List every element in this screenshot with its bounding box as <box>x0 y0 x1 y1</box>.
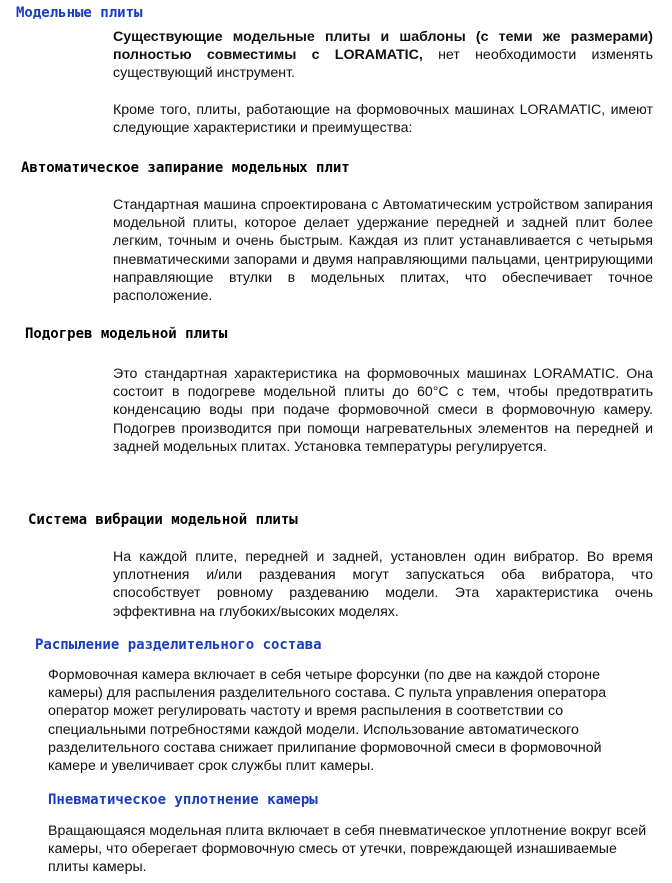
paragraph-compatibility-bold: Существующие модельные плиты и шаблоны (с теми же размерами) полностью совместимы с LORAMATIC, <box>113 29 653 64</box>
paragraph-vibration: На каждой плите, передней и задней, установлен один вибратор. Во время уплотнения и/или раздевания могут запускаться оба вибратора, что способствует ровному раздеванию модели. Эта характеристика очень эффективна на глубоких/высоких моделях. <box>113 549 653 620</box>
section-heading-release-spray: Распыление разделительного состава <box>35 637 322 653</box>
paragraph-advantages-intro: Кроме того, плиты, работающие на формовочных машинах LORAMATIC, имеют следующие характеристики и преимущества: <box>113 102 653 137</box>
section-heading-pneumatic-seal: Пневматическое уплотнение камеры <box>48 792 318 808</box>
paragraph-release-spray: Формовочная камера включает в себя четыре форсунки (по две на каждой стороне камеры) для распыления разделительного состава. С пульта управления оператора оператор может регулировать частоту и время распыления в соответствии со специальными потребностями каждой модели. Использование автоматического разделительного состава снижает прилипание формовочной смеси в формовочной камере и увеличивает срок службы плит камеры. <box>48 667 607 775</box>
paragraph-compatibility <box>113 28 653 83</box>
section-heading-plate-heating: Подогрев модельной плиты <box>25 326 228 342</box>
paragraph-pneumatic-seal: Вращающаяся модельная плита включает в себя пневматическое уплотнение вокруг всей камеры, что оберегает формовочную смесь от утечки, повреждающей изнашиваемые плиты камеры. <box>48 823 647 876</box>
section-heading-auto-locking: Автоматическое запирание модельных плит <box>21 160 350 176</box>
section-heading-vibration: Система вибрации модельной плиты <box>28 512 298 528</box>
paragraph-compatibility-rest: нет необходимости изменять существующий инструмент. <box>113 47 653 82</box>
paragraph-auto-locking: Стандартная машина спроектирована с Автоматическим устройством запирания модельной плиты, которое делает удержание передней и задней плит более легким, точным и очень быстрым. Каждая из плит устанавливается с четырьмя пневматическими запорами и двумя направляющими пальцами, центрирующими направляющие втулки в модельных плитах, что обеспечивает точное расположение. <box>113 197 653 305</box>
section-heading-model-plates: Модельные плиты <box>16 5 143 21</box>
paragraph-plate-heating: Это стандартная характеристика на формовочных машинах LORAMATIC. Она состоит в подогреве модельной плиты до 60°C с тем, чтобы предотвратить конденсацию воды при подаче формовочной смеси в формовочную камеру. Подогрев производится при помощи нагревательных элементов на передней и задней модельных плитах. Установка температуры регулируется. <box>113 366 653 455</box>
